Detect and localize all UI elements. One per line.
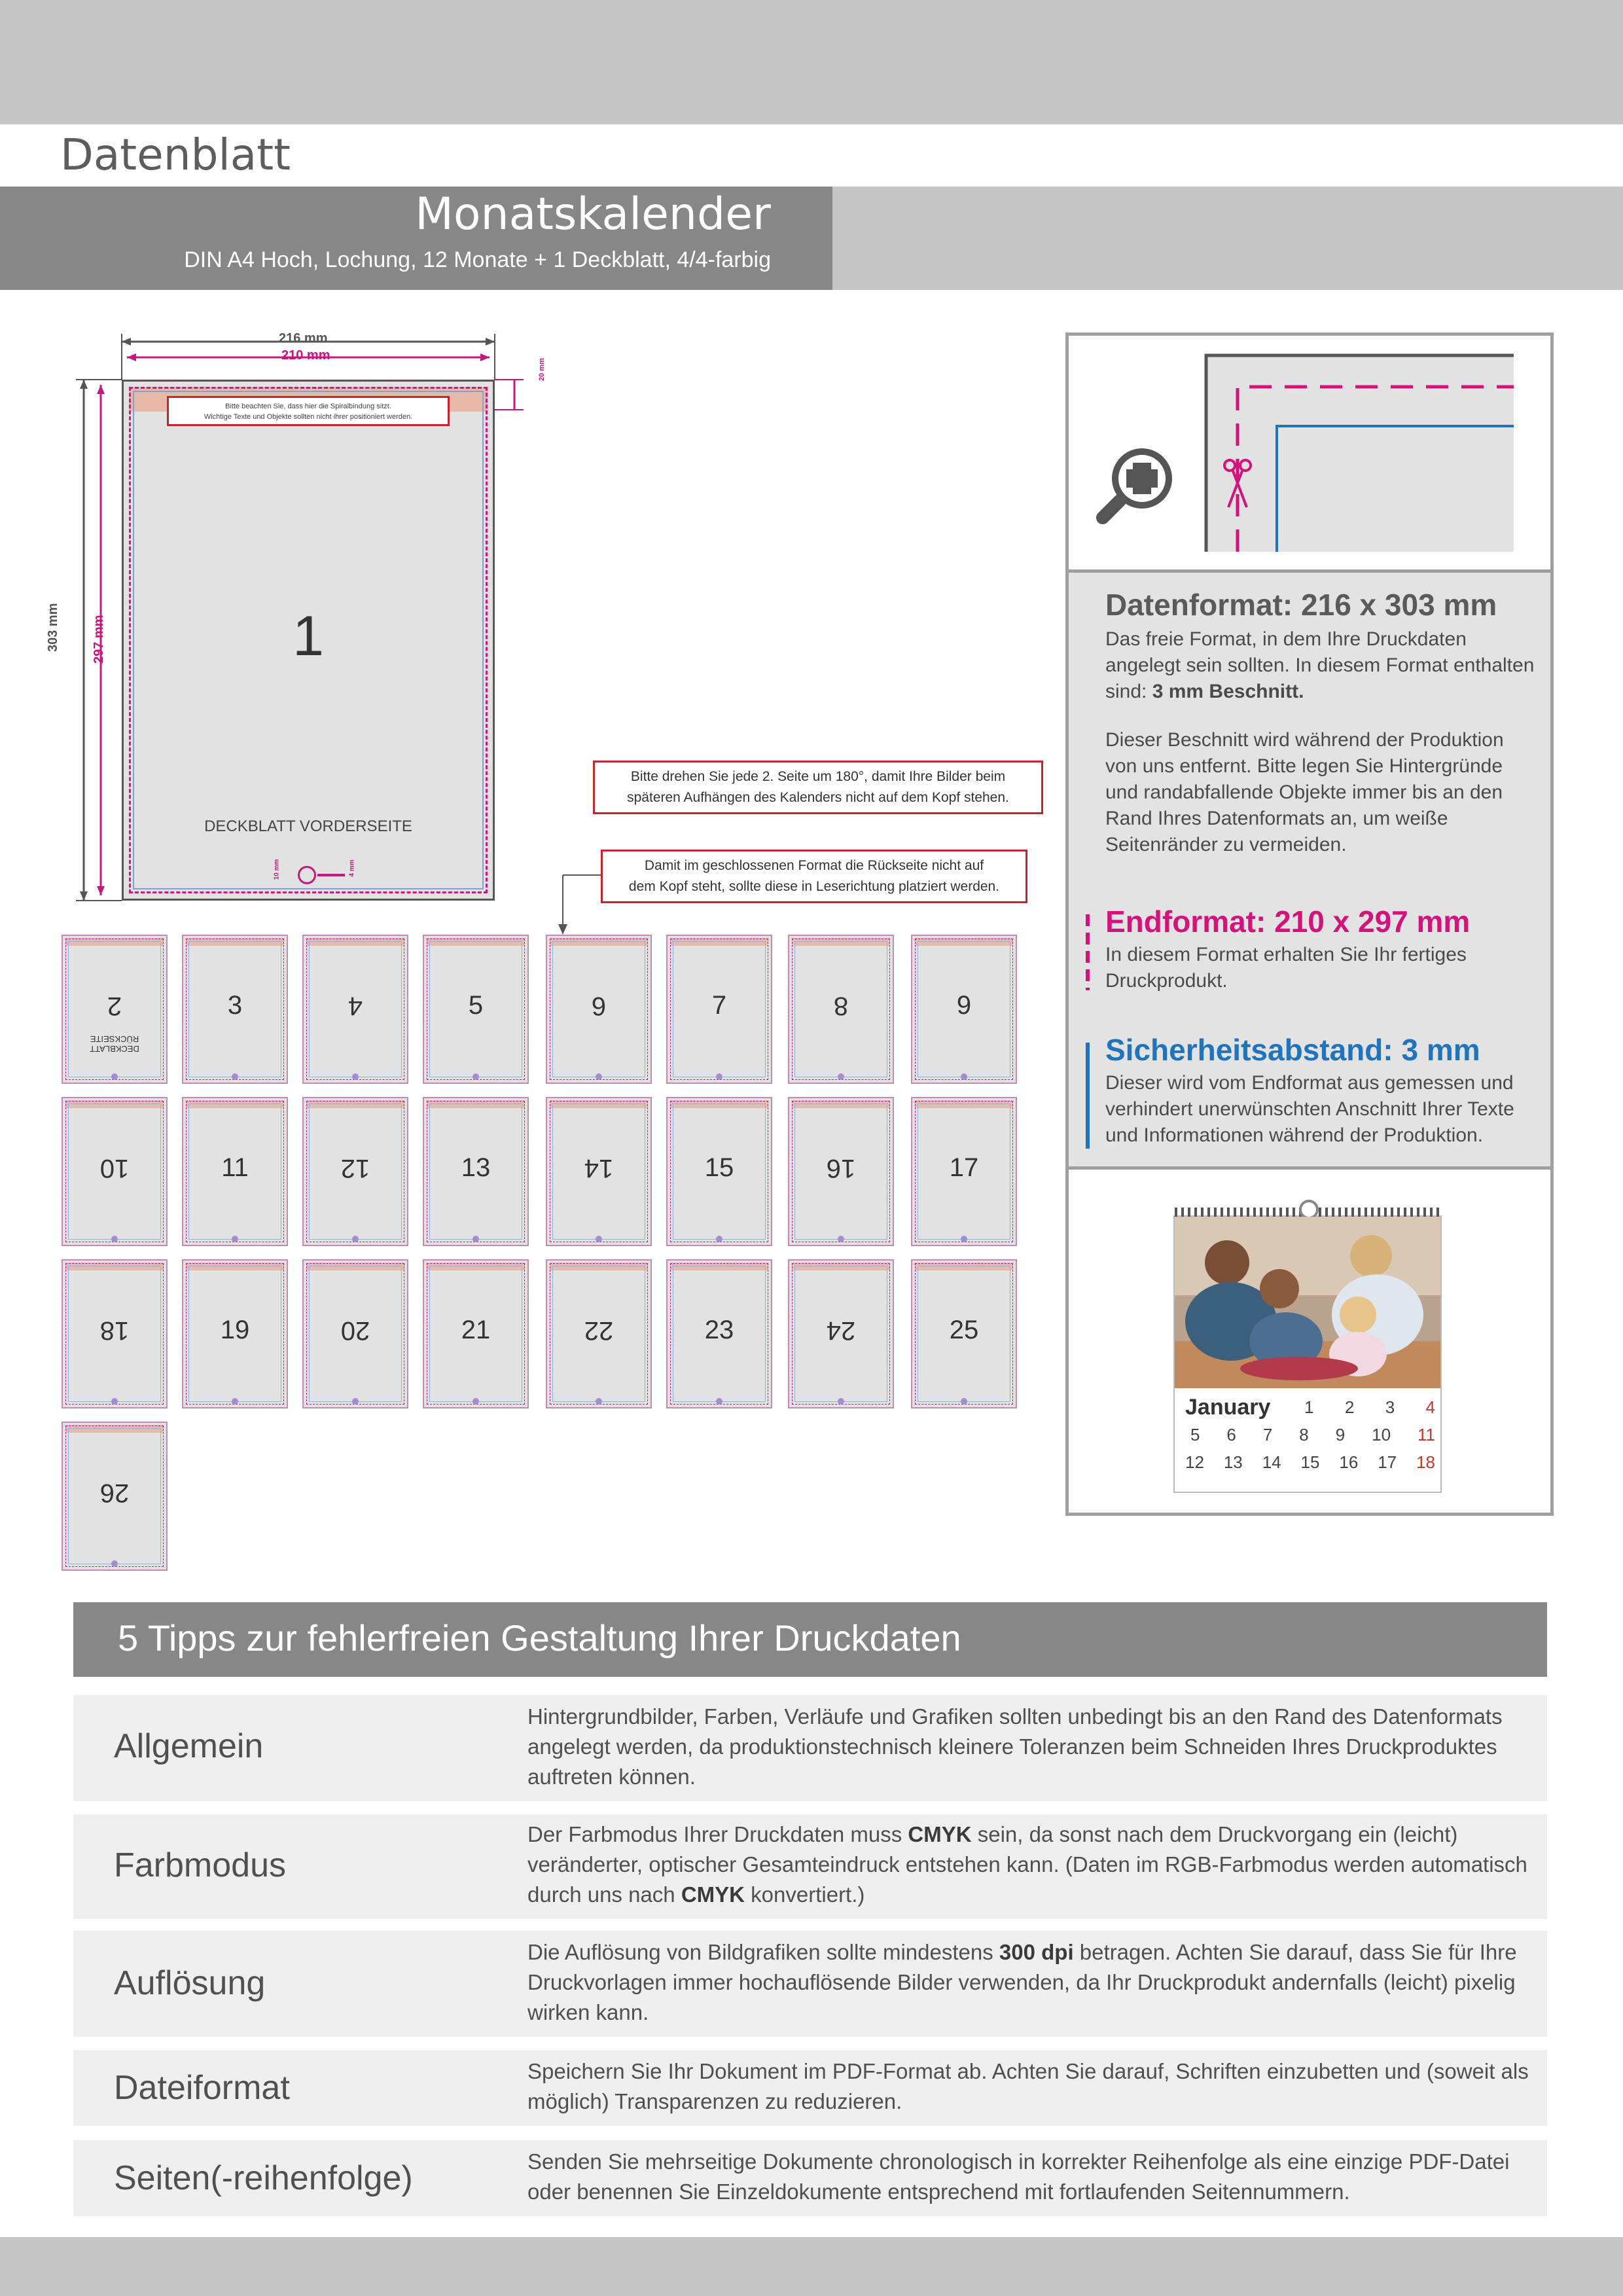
rotate-callout-line1: Bitte drehen Sie jede 2. Seite um 180°, damit Ihre Bilder beim: [630, 769, 1006, 784]
calendar-day: 1: [1304, 1397, 1314, 1417]
thumb-number: 24: [826, 1316, 856, 1345]
tip-text-bold: CMYK: [908, 1822, 972, 1846]
family-photo: [1175, 1217, 1440, 1388]
thumb-number: 10: [99, 1154, 130, 1183]
thumb-page: [666, 1097, 772, 1246]
calendar-day: 15: [1300, 1452, 1320, 1472]
tip-label: Farbmodus: [114, 1846, 286, 1884]
thumb-number: 17: [949, 1153, 979, 1182]
tip-row: [73, 1695, 1547, 1801]
calendar-day: 12: [1185, 1452, 1204, 1472]
hole-left-label: 10 mm: [273, 859, 281, 880]
tip-row: [73, 1814, 1547, 1919]
calendar-day: 11: [1417, 1425, 1435, 1444]
back-callout-line1: Damit im geschlossenen Format die Rückseite nicht auf: [644, 858, 984, 873]
datenformat-text-bold: 3 mm Beschnitt.: [1152, 681, 1304, 702]
thumb-page: [546, 1259, 652, 1408]
thumb-page: [423, 1259, 529, 1408]
thumb-number: 5: [468, 991, 484, 1020]
calendar-row-3: [1185, 1452, 1435, 1473]
scissors-icon: [1223, 457, 1252, 510]
page-thumbnails: [62, 935, 1024, 1570]
datenformat-text: [1105, 626, 1537, 705]
thumb-number: 25: [949, 1316, 979, 1344]
page-title: Monatskalender: [415, 188, 771, 240]
calendar-day: 13: [1223, 1452, 1243, 1472]
tips-title: 5 Tipps zur fehlerfreien Gestaltung Ihrer Druckdaten: [118, 1617, 961, 1659]
thumb-number: 4: [348, 992, 363, 1020]
datenformat-text-2: Dieser Beschnitt wird während der Produktion von uns entfernt. Bitte legen Sie Hintergründe und randabfallende Objekte immer bis an den Rand Ihres Datenformats an, um weiße Seitenränder zu vermeiden.: [1105, 729, 1504, 855]
spiral-note-line2: Wichtige Texte und Objekte sollten nicht ihrer positioniert werden.: [204, 413, 413, 421]
thumb-number: 22: [584, 1316, 614, 1345]
thumb-page: [182, 1259, 288, 1408]
tip-text-bold: CMYK: [681, 1882, 745, 1907]
datenformat-text-part: Das freie Format, in dem Ihre Druckdaten angelegt sein sollten. In diesem Format enthalten sind:: [1105, 628, 1535, 702]
tip-text-part: Der Farbmodus Ihrer Druckdaten muss: [527, 1822, 908, 1846]
calendar-day: 6: [1226, 1425, 1236, 1444]
thumb-page: [546, 1097, 652, 1246]
calendar-day: 3: [1385, 1397, 1395, 1417]
thumb-number: 14: [584, 1154, 614, 1183]
thumb-number: 16: [826, 1154, 856, 1183]
spiral-note: [167, 396, 450, 426]
thumb-page: [788, 1097, 894, 1246]
thumb-sub-line1: DECKBLATT: [90, 1044, 139, 1054]
calendar-day: 7: [1262, 1425, 1273, 1444]
thumb-page: [62, 1422, 168, 1571]
sicherheit-text: Dieser wird vom Endformat aus gemessen und verhindert unerwünschten Anschnitt Ihrer Texte und Informationen während der Produktion.: [1105, 1072, 1514, 1146]
thumb-page: [911, 1097, 1017, 1246]
tip-text-part: konvertiert.): [745, 1882, 865, 1907]
datasheet-label: Datenblatt: [60, 130, 291, 180]
format-descriptions: [1069, 573, 1550, 1170]
thumb-page: [911, 935, 1017, 1084]
datenformat-title: Datenformat: 216 x 303 mm: [1105, 588, 1497, 622]
thumb-page: [302, 1097, 408, 1246]
hole-slot: [317, 874, 345, 876]
cover-page-number: 1: [293, 605, 324, 668]
hole-right-label: 4 mm: [348, 859, 356, 877]
thumb-number: 11: [221, 1153, 249, 1182]
tip-text-part: betragen. Achten Sie darauf, dass Sie für Ihre Druckvorlagen immer hochauflösende Bilder verwenden, da Ihr Druckprodukt andernfalls (leicht) pixelig wirken kann.: [527, 1940, 1517, 2024]
sicherheit-title: Sicherheitsabstand: 3 mm: [1105, 1033, 1480, 1067]
thumb-page: [911, 1259, 1017, 1408]
endformat-title: Endformat: 210 x 297 mm: [1105, 905, 1471, 939]
thumb-number: 6: [591, 992, 607, 1020]
punch-hole-icon: [298, 866, 316, 884]
thumb-number: 19: [220, 1316, 250, 1344]
calendar-day: 8: [1299, 1425, 1309, 1444]
calendar-mockup: [1173, 1215, 1442, 1493]
footer-band: [0, 2237, 1623, 2296]
calendar-month: January: [1185, 1395, 1271, 1420]
tip-text: Hintergrundbilder, Farben, Verläufe und Grafiken sollten unbedingt bis an den Rand des Datenformats angelegt werden, da produktionstechnisch kleinere Toleranzen beim Schneiden Ihres Druckproduktes auftreten können.: [527, 1704, 1503, 1789]
cover-page-caption: DECKBLATT VORDERSEITE: [204, 817, 412, 835]
tip-label: Seiten(-reihenfolge): [114, 2159, 413, 2197]
thumb-page: [302, 935, 408, 1084]
thumb-page: [423, 935, 529, 1084]
tips-header: [73, 1602, 1547, 1677]
spiral-note-line1: Bitte beachten Sie, dass hier die Spiralbindung sitzt.: [225, 403, 391, 410]
thumb-number: 20: [340, 1316, 370, 1345]
calendar-day: 10: [1372, 1425, 1391, 1444]
tip-text: Speichern Sie Ihr Dokument im PDF-Format ab. Achten Sie darauf, Schriften einzubetten und (soweit als möglich) Transparenzen zu reduzieren.: [527, 2059, 1529, 2113]
thumb-number: 2: [107, 992, 122, 1020]
calendar-day: 18: [1416, 1452, 1435, 1472]
calendar-example: [1069, 1170, 1550, 1513]
thumb-page: [788, 935, 894, 1084]
thumb-number: 7: [711, 991, 727, 1020]
endformat-marker: [1086, 914, 1090, 990]
top-margin-label: 20 mm: [538, 358, 546, 381]
thumb-number: 9: [956, 991, 972, 1020]
height-outer-label: 303 mm: [46, 603, 60, 652]
rotate-callout-line2: späteren Aufhängen des Kalenders nicht auf dem Kopf stehen.: [627, 790, 1009, 805]
calendar-day: 17: [1378, 1452, 1397, 1472]
thumb-sub-line2: RÜCKSEITE: [90, 1034, 139, 1044]
thumb-page: [182, 1097, 288, 1246]
tip-row: [73, 2050, 1547, 2126]
cover-page-diagram: [122, 380, 495, 901]
thumb-page: [788, 1259, 894, 1408]
top-band: [0, 0, 1623, 124]
format-info-panel: [1065, 332, 1554, 1516]
tip-text-part: Die Auflösung von Bildgrafiken sollte mindestens: [527, 1940, 999, 1964]
thumb-number: 8: [833, 992, 849, 1020]
thumb-deckblatt-sub: [63, 1034, 166, 1054]
tip-label: Auflösung: [114, 1964, 266, 2002]
calendar-day: 5: [1190, 1425, 1200, 1444]
back-side-callout: [601, 850, 1027, 903]
thumb-page: [182, 935, 288, 1084]
calendar-day: 4: [1425, 1397, 1435, 1417]
tip-text: [527, 1820, 1535, 1910]
calendar-day: 16: [1339, 1452, 1359, 1472]
tip-label: Dateiformat: [114, 2069, 290, 2107]
calendar-day: 9: [1335, 1425, 1346, 1444]
endformat-text: In diesem Format erhalten Sie Ihr fertiges Druckprodukt.: [1105, 944, 1467, 992]
page-subtitle: DIN A4 Hoch, Lochung, 12 Monate + 1 Deckblatt, 4/4-farbig: [184, 247, 771, 272]
thumb-page: [62, 1097, 168, 1246]
calendar-day: 14: [1262, 1452, 1281, 1472]
tip-label: Allgemein: [114, 1727, 264, 1765]
zoom-detail: [1069, 336, 1550, 573]
width-final-label: 210 mm: [281, 348, 330, 363]
tip-text: [527, 1937, 1535, 2028]
thumb-page: [423, 1097, 529, 1246]
magnifier-plus-icon: [1096, 440, 1181, 526]
tip-text-part: sein, da sonst nach dem Druckvorgang ein (leicht) veränderter, optischer Gesamteindruck entstehen kann. (Daten im RGB-Farbmodus werden automatisch durch uns nach: [527, 1822, 1527, 1907]
thumb-page: [62, 935, 168, 1084]
thumb-number: 23: [704, 1316, 734, 1344]
calendar-day: 2: [1344, 1397, 1355, 1417]
thumb-number: 18: [99, 1316, 130, 1345]
width-outer-label: 216 mm: [279, 331, 328, 346]
thumb-number: 12: [340, 1154, 370, 1183]
tip-text-bold: 300 dpi: [999, 1940, 1074, 1964]
tip-text: Senden Sie mehrseitige Dokumente chronologisch in korrekter Reihenfolge als eine einzige PDF-Datei oder benennen Sie Einzeldokumente entsprechend mit fortlaufenden Seitennummern.: [527, 2149, 1510, 2204]
thumb-page: [546, 935, 652, 1084]
thumb-number: 21: [461, 1316, 491, 1344]
thumb-page: [666, 935, 772, 1084]
back-callout-line2: dem Kopf steht, sollte diese in Leserichtung platziert werden.: [628, 879, 1000, 894]
tip-row: [73, 2140, 1547, 2216]
sicherheit-marker: [1086, 1043, 1090, 1149]
tip-row: [73, 1931, 1547, 2037]
thumb-number: 26: [99, 1479, 130, 1507]
thumb-page: [62, 1259, 168, 1408]
calendar-row-2: [1190, 1425, 1435, 1445]
rotate-pages-callout: [593, 761, 1043, 814]
thumb-number: 13: [461, 1153, 491, 1182]
calendar-row-1: [1304, 1397, 1435, 1418]
thumb-number: 15: [704, 1153, 734, 1182]
thumb-page: [666, 1259, 772, 1408]
thumb-page: [302, 1259, 408, 1408]
thumb-number: 3: [227, 991, 243, 1020]
height-final-label: 297 mm: [92, 615, 106, 664]
